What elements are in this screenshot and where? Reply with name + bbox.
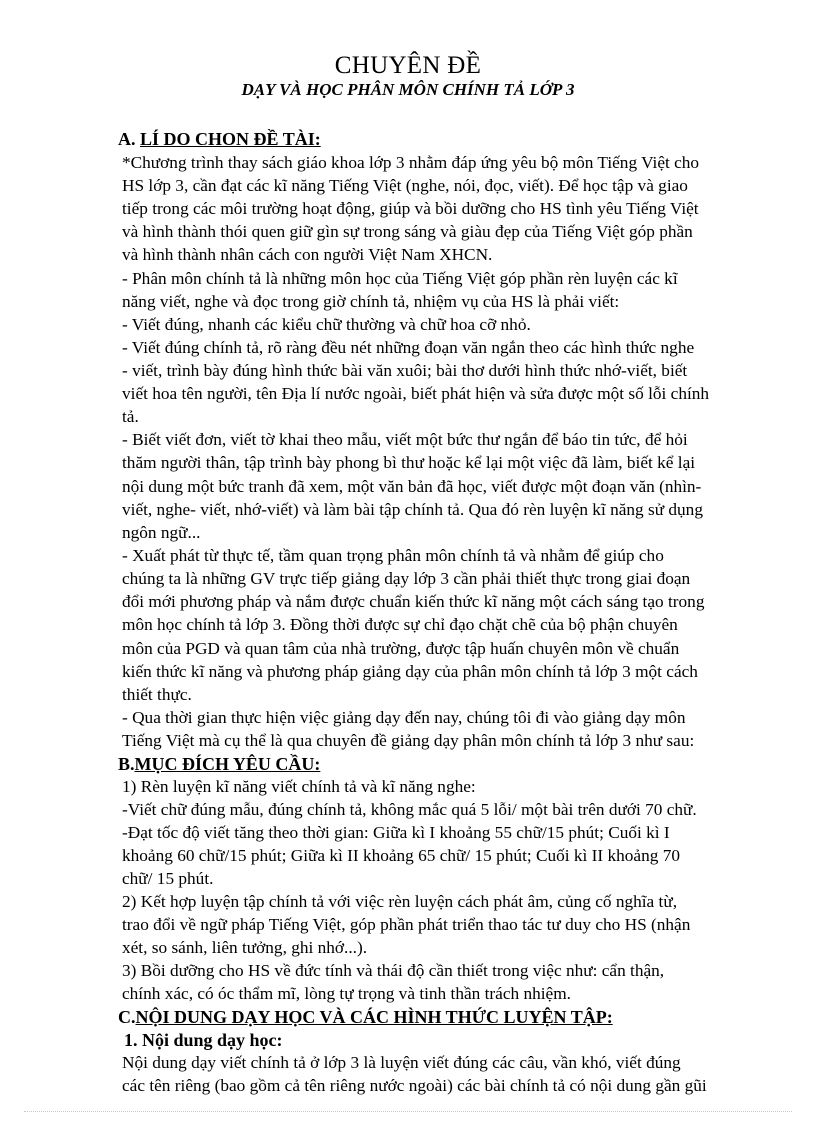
text-line: thăm người thân, tập trình bày phong bì thư hoặc kể lại một việc đã làm, biết kể lại	[122, 453, 696, 472]
text-line: tả.	[122, 407, 139, 426]
text-line: 3) Bồi dưỡng cho HS về đức tính và thái độ cần thiết trong việc như: cẩn thận,	[122, 961, 665, 980]
text-line: chính xác, có óc thẩm mĩ, lòng tự trọng và tinh thần trách nhiệm.	[122, 984, 571, 1003]
text-line: năng viết, nghe và đọc trong giờ chính tả, nhiệm vụ của HS là phải viết:	[122, 292, 620, 311]
text-line: - Xuất phát từ thực tế, tầm quan trọng phân môn chính tả và nhằm để giúp cho	[122, 546, 664, 565]
section-c-title: NỘI DUNG DẠY HỌC VÀ CÁC HÌNH THỨC LUYỆN TẬP:	[135, 1007, 613, 1027]
document-title: CHUYÊN ĐỀ	[334, 52, 482, 79]
text-line: viết hoa tên người, tên Địa lí nước ngoài, biết phát hiện và sửa được một số lỗi chính	[122, 384, 710, 403]
section-a-title: LÍ DO CHON ĐỀ TÀI:	[140, 129, 321, 149]
text-line: nội dung một bức tranh đã xem, một văn bản đã học, viết được một đoạn văn (nhìn-	[122, 477, 702, 496]
text-line: chúng ta là những GV trực tiếp giảng dạy lớp 3 cần phải thiết thực trong giai đoạn	[122, 569, 691, 588]
text-line: tiếp trong các môi trường hoạt động, giúp và bồi dưỡng cho HS tình yêu Tiếng Việt	[122, 199, 699, 218]
text-line: và hình thành nhân cách con người Việt Nam XHCN.	[122, 245, 493, 264]
text-line: trao đổi về ngữ pháp Tiếng Việt, góp phần phát triển thao tác tư duy cho HS (nhận	[122, 915, 691, 934]
text-line: - Viết đúng chính tả, rõ ràng đều nét những đoạn văn ngắn theo các hình thức nghe	[122, 338, 695, 357]
section-a-heading	[118, 128, 321, 150]
text-line: kiến thức kĩ năng và phương pháp giảng dạy của phân môn chính tả lớp 3 một cách	[122, 662, 698, 681]
text-line: xét, so sánh, liên tưởng, ghi nhớ...).	[122, 938, 368, 957]
text-line: - Viết đúng, nhanh các kiểu chữ thường và chữ hoa cỡ nhỏ.	[122, 315, 531, 334]
text-line: - Qua thời gian thực hiện việc giảng dạy đến nay, chúng tôi đi vào giảng dạy môn	[122, 708, 686, 727]
text-line: Tiếng Việt mà cụ thể là qua chuyên đề giảng dạy phân môn chính tả lớp 3 như sau:	[122, 731, 695, 750]
page-bottom-rule	[24, 1111, 792, 1112]
section-a-prefix: A.	[118, 129, 140, 149]
text-line: - viết, trình bày đúng hình thức bài văn xuôi; bài thơ dưới hình thức nhớ-viết, biết	[122, 361, 688, 380]
text-line: các tên riêng (bao gồm cả tên riêng nước ngoài) các bài chính tả có nội dung gần gũi	[122, 1076, 707, 1095]
text-line: ngôn ngữ...	[122, 523, 201, 542]
text-line: -Đạt tốc độ viết tăng theo thời gian: Giữa kì I khoảng 55 chữ/15 phút; Cuối kì I	[122, 823, 670, 842]
text-line: *Chương trình thay sách giáo khoa lớp 3 nhằm đáp ứng yêu bộ môn Tiếng Việt cho	[122, 153, 700, 172]
text-line: 1) Rèn luyện kĩ năng viết chính tả và kĩ năng nghe:	[122, 777, 476, 796]
text-line: 2) Kết hợp luyện tập chính tả với việc rèn luyện cách phát âm, củng cố nghĩa từ,	[122, 892, 678, 911]
text-line: đổi mới phương pháp và nắm được chuẩn kiến thức kĩ năng một cách sáng tạo trong	[122, 592, 705, 611]
text-line: môn học chính tả lớp 3. Đồng thời được sự chỉ đạo chặt chẽ của bộ phận chuyên	[122, 615, 678, 634]
text-line: Nội dung dạy viết chính tả ở lớp 3 là luyện viết đúng các câu, vần khó, viết đúng	[122, 1053, 681, 1072]
section-c-prefix: C.	[118, 1007, 136, 1027]
text-line: thiết thực.	[122, 685, 192, 704]
text-line: chữ/ 15 phút.	[122, 869, 214, 888]
section-b-prefix: B.	[118, 754, 135, 774]
document-subtitle: DẠY VÀ HỌC PHÂN MÔN CHÍNH TẢ LỚP 3	[241, 80, 575, 99]
section-c-heading	[118, 1006, 613, 1028]
text-line: và hình thành thói quen giữ gìn sự trong sáng và giàu đẹp của Tiếng Việt góp phần	[122, 222, 693, 241]
section-b-heading	[118, 753, 320, 775]
text-line: HS lớp 3, cần đạt các kĩ năng Tiếng Việt (nghe, nói, đọc, viết). Để học tập và giao	[122, 176, 688, 195]
section-b-title: MỤC ĐÍCH YÊU CẦU:	[134, 754, 321, 774]
text-line: -Viết chữ đúng mẫu, đúng chính tả, không mắc quá 5 lỗi/ một bài trên dưới 70 chữ.	[122, 800, 697, 819]
text-line: - Biết viết đơn, viết tờ khai theo mẫu, viết một bức thư ngắn để báo tin tức, để hỏi	[122, 430, 688, 449]
text-line: viết, nghe- viết, nhớ-viết) và làm bài tập chính tả. Qua đó rèn luyện kĩ năng sử dụng	[122, 500, 703, 519]
section-c-subheading: 1. Nội dung dạy học:	[124, 1030, 283, 1050]
text-line: khoảng 60 chữ/15 phút; Giữa kì II khoảng 65 chữ/ 15 phút; Cuối kì II khoảng 70	[122, 846, 680, 865]
text-line: môn của PGD và quan tâm của nhà trường, được tập huấn chuyên môn về chuẩn	[122, 639, 680, 658]
text-line: - Phân môn chính tả là những môn học của Tiếng Việt góp phần rèn luyện các kĩ	[122, 269, 678, 288]
